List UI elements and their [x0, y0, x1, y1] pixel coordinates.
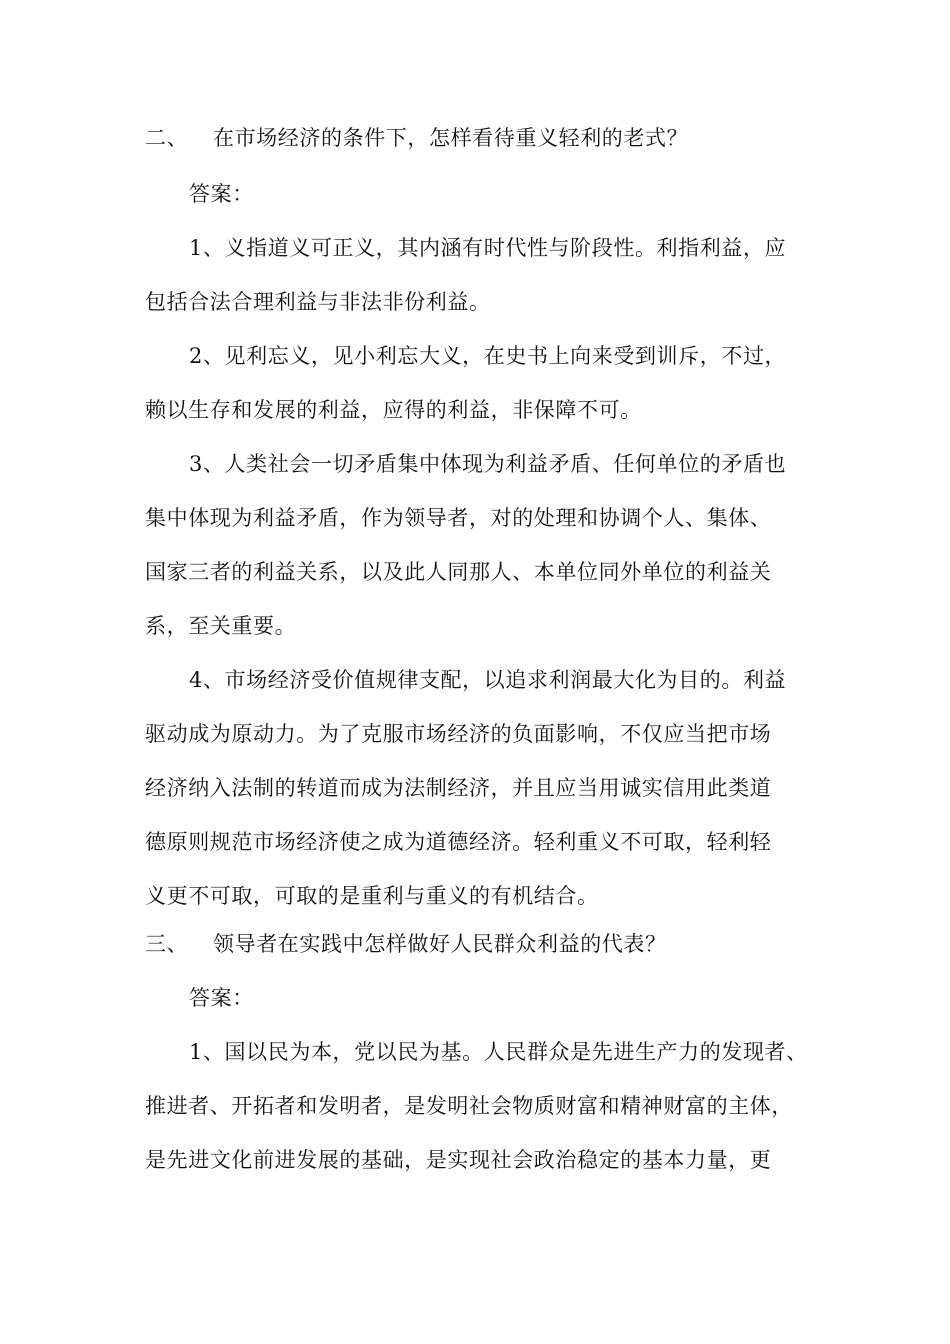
answer-label: 答案： — [189, 182, 254, 206]
section-question: 领导者在实践中怎样做好人民群众利益的代表？ — [213, 932, 667, 956]
paragraph-line: 义更不可取，可取的是重利与重义的有机结合。 — [145, 884, 599, 908]
paragraph-line: 是先进文化前进发展的基础，是实现社会政治稳定的基本力量，更 — [145, 1148, 772, 1172]
paragraph-line: 集中体现为利益矛盾，作为领导者，对的处理和协调个人、集体、 — [145, 506, 772, 530]
paragraph-line: 2、见利忘义，见小利忘大义，在史书上向来受到训斥，不过， — [189, 344, 787, 368]
section-number: 二、 — [145, 126, 189, 150]
paragraph-line: 德原则规范市场经济使之成为道德经济。轻利重义不可取，轻利轻 — [145, 830, 772, 854]
paragraph-line: 4、市场经济受价值规律支配，以追求利润最大化为目的。利益 — [189, 668, 787, 692]
paragraph-line: 国家三者的利益关系，以及此人同那人、本单位同外单位的利益关 — [145, 560, 772, 584]
paragraph-line: 系，至关重要。 — [145, 614, 297, 638]
paragraph-line: 经济纳入法制的转道而成为法制经济，并且应当用诚实信用此类道 — [145, 776, 772, 800]
section-heading — [145, 929, 805, 959]
paragraph-line: 包括合法合理利益与非法非份利益。 — [145, 290, 491, 314]
paragraph-line: 1、国以民为本，党以民为基。人民群众是先进生产力的发现者、 — [189, 1040, 808, 1064]
section-number: 三、 — [145, 932, 189, 956]
paragraph-line: 推进者、开拓者和发明者，是发明社会物质财富和精神财富的主体， — [145, 1094, 793, 1118]
paragraph-line: 赖以生存和发展的利益，应得的利益，非保障不可。 — [145, 398, 642, 422]
paragraph-line: 驱动成为原动力。为了克服市场经济的负面影响，不仅应当把市场 — [145, 722, 772, 746]
paragraph-line: 1、义指道义可正义，其内涵有时代性与阶段性。利指利益，应 — [189, 236, 787, 260]
section-heading — [145, 123, 805, 153]
answer-label: 答案： — [189, 986, 254, 1010]
paragraph-line: 3、人类社会一切矛盾集中体现为利益矛盾、任何单位的矛盾也 — [189, 452, 787, 476]
section-question: 在市场经济的条件下，怎样看待重义轻利的老式？ — [213, 126, 689, 150]
